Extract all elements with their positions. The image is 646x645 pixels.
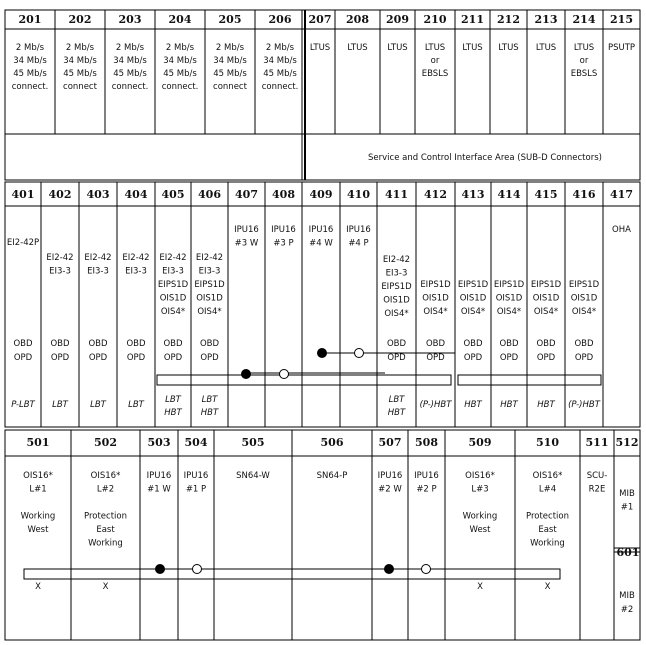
slot-414-module: EIPS1D: [493, 280, 525, 290]
slot-502-number: 502: [94, 436, 117, 449]
slot-405-module: EIPS1D: [157, 280, 189, 290]
slot-410-module: IPU16: [346, 225, 371, 235]
slot-409-module: IPU16: [308, 225, 334, 235]
ipu16-1w-working-dot: [156, 565, 165, 574]
slot-206-line: 34 Mb/s: [263, 56, 297, 66]
slot-415-port: OBD: [536, 339, 556, 349]
slot-415-port: OPD: [536, 353, 556, 363]
slot-404-tag: LBT: [128, 400, 144, 410]
slot-211-line: LTUS: [462, 43, 483, 53]
slot-414-port: OPD: [499, 353, 519, 363]
slot-411-number: 411: [385, 188, 408, 201]
slot-203-line: connect.: [111, 82, 149, 92]
slot-213-number: 213: [534, 13, 558, 26]
slot-202-line: 34 Mb/s: [63, 56, 97, 66]
slot-510-line: East: [538, 525, 557, 535]
slot-411-tag: LBT: [388, 395, 405, 405]
slot-210-line: LTUS: [424, 43, 446, 53]
slot-205-line: 34 Mb/s: [213, 56, 247, 66]
slot-210-line: or: [430, 56, 440, 66]
slot-214-number: 214: [572, 13, 596, 26]
slot-403-module: EI2-42: [84, 253, 112, 263]
service-area-label: Service and Control Interface Area (SUB-D Connectors): [368, 153, 602, 163]
slot-202-line: connect: [63, 82, 97, 92]
slot-416-module: EIPS1D: [568, 280, 600, 290]
slot-203-line: 2 Mb/s: [115, 43, 145, 53]
slot-412-number: 412: [424, 188, 447, 201]
slot-407-number: 407: [235, 188, 258, 201]
slot-410-number: 410: [347, 188, 370, 201]
slot-409-number: 409: [309, 188, 333, 201]
slot-413-module: OIS4*: [460, 307, 486, 317]
slot-411-module: EIPS1D: [381, 282, 412, 292]
slot-510-line: L#4: [538, 484, 557, 495]
slot-404-module: EI2-42: [122, 253, 150, 263]
slot-209-number: 209: [386, 13, 409, 26]
slot-416-port: OPD: [574, 353, 594, 363]
slot-408-module: #3 P: [273, 238, 294, 249]
slot-501-line: Working: [20, 511, 56, 522]
slot-509-mark: X: [477, 582, 483, 592]
slot-401-tag: P-LBT: [11, 400, 35, 410]
section-4xx-frame: [5, 182, 640, 427]
slot-403-number: 403: [86, 188, 110, 201]
slot-504-line: #1 P: [185, 484, 207, 495]
slot-416-number: 416: [572, 188, 596, 201]
slot-406-tag: LBT: [201, 395, 218, 405]
slot-203-line: 34 Mb/s: [113, 56, 147, 66]
slot-503-line: IPU16: [146, 471, 172, 481]
slot-411-module: OIS1D: [383, 295, 410, 306]
slot-202-line: 2 Mb/s: [65, 43, 95, 53]
slot-210-number: 210: [423, 13, 447, 26]
slot-414-module: OIS4*: [496, 307, 522, 317]
slot-413-port: OBD: [463, 339, 483, 349]
slot-511-line: SCU-: [586, 471, 608, 481]
slot-405-port: OBD: [163, 339, 183, 349]
slot-404-number: 404: [124, 188, 148, 201]
slot-502-mark: X: [102, 582, 109, 592]
slot-204-line: 34 Mb/s: [163, 56, 197, 66]
slot-212-line: LTUS: [498, 43, 519, 53]
slot-202-line: 45 Mb/s: [63, 69, 97, 79]
slot-417-module: OHA: [612, 225, 631, 235]
bus-bar-right: [458, 375, 601, 385]
slot-509-line: Working: [462, 511, 498, 522]
slot-511-number: 511: [585, 436, 609, 449]
slot-201-line: 2 Mb/s: [15, 43, 45, 53]
slot-404-port: OBD: [126, 339, 146, 349]
slot-502-line: Protection: [83, 511, 128, 522]
slot-502-line: OIS16*: [90, 471, 121, 481]
slot-415-module: EIPS1D: [530, 280, 562, 290]
slot-201-number: 201: [18, 13, 42, 26]
slot-210-line: EBSLS: [421, 69, 449, 79]
slot-407-module: #3 W: [234, 238, 259, 249]
slot-411-module: OIS4*: [384, 309, 409, 319]
slot-405-module: EI2-42: [159, 253, 187, 263]
slot-503-number: 503: [147, 436, 171, 449]
slot-412-module: OIS1D: [422, 293, 449, 304]
slot-510-number: 510: [536, 436, 559, 449]
slot-501-line: West: [27, 525, 49, 535]
slot-416-module: OIS4*: [571, 307, 597, 317]
slot-512-number: 512: [615, 436, 639, 449]
slot-414-module: OIS1D: [495, 293, 523, 304]
slot-409-module: #4 W: [309, 238, 333, 249]
slot-412-tag: (P-)HBT: [419, 400, 452, 410]
ipu16-4p-protection-dot: [355, 349, 364, 358]
slot-205-number: 205: [218, 13, 242, 26]
slot-416-tag: (P-)HBT: [568, 400, 600, 410]
slot-417-number: 417: [610, 188, 633, 201]
slot-203-number: 203: [118, 13, 142, 26]
slot-406-module: OIS1D: [196, 293, 223, 304]
slot-406-tag: HBT: [200, 408, 219, 418]
slot-414-tag: HBT: [500, 400, 518, 410]
slot-415-module: OIS4*: [533, 307, 559, 317]
slot-502-line: Working: [88, 538, 123, 549]
slot-201-line: 34 Mb/s: [13, 56, 47, 66]
slot-507-number: 507: [378, 436, 402, 449]
slot-415-module: OIS1D: [532, 293, 560, 304]
slot-408-number: 408: [272, 188, 295, 201]
slot-416-module: OIS1D: [570, 293, 598, 304]
slot-508-line: #2 P: [416, 484, 437, 495]
slot-402-tag: LBT: [52, 400, 68, 410]
slot-201-line: connect.: [11, 82, 49, 92]
slot-401-port: OPD: [13, 353, 33, 363]
slot-601-number: 601: [616, 546, 640, 559]
slot-406-port: OBD: [199, 339, 220, 349]
slot-405-tag: LBT: [165, 395, 181, 405]
slot-206-line: connect.: [261, 82, 299, 92]
slot-206-number: 206: [268, 13, 292, 26]
ipu16-1p-protection-dot: [193, 565, 202, 574]
slot-501-mark: X: [35, 582, 41, 592]
slot-509-number: 509: [468, 436, 492, 449]
slot-405-module: OIS1D: [159, 293, 187, 304]
slot-208-number: 208: [346, 13, 369, 26]
slot-504-number: 504: [184, 436, 208, 449]
slot-208-line: LTUS: [347, 43, 368, 53]
slot-511-line: R2E: [588, 484, 606, 495]
slot-508-line: IPU16: [414, 471, 439, 481]
slot-510-mark: X: [544, 582, 551, 592]
slot-214-line: LTUS: [573, 43, 595, 53]
slot-503-line: #1 W: [147, 484, 171, 495]
slot-401-module: EI2-42P: [6, 238, 40, 248]
slot-401-port: OBD: [13, 339, 33, 349]
slot-404-port: OPD: [126, 353, 146, 363]
slot-406-number: 406: [198, 188, 221, 201]
bus-bar-left: [157, 375, 451, 385]
ipu16-2p-protection-dot: [422, 565, 431, 574]
slot-402-port: OPD: [50, 353, 70, 363]
slot-415-tag: HBT: [537, 400, 555, 410]
ipu16-2w-working-dot: [385, 565, 394, 574]
slot-408-module: IPU16: [271, 225, 296, 235]
slot-401-number: 401: [11, 188, 35, 201]
slot-509-line: OIS16*: [465, 471, 495, 481]
slot-507-line: #2 W: [378, 484, 402, 495]
slot-413-number: 413: [461, 188, 485, 201]
slot-207-line: LTUS: [309, 43, 331, 53]
ipu16-4w-working-dot: [318, 349, 327, 358]
slot-501-line: OIS16*: [23, 471, 53, 481]
slot-215-line: PSUTP: [607, 43, 636, 53]
slot-412-port: OPD: [426, 353, 445, 363]
slot-403-port: OBD: [88, 339, 108, 349]
slot-204-line: connect.: [161, 82, 199, 92]
slot-403-module: EI3-3: [87, 266, 109, 277]
slot-412-port: OBD: [425, 339, 446, 349]
slot-510-line: OIS16*: [532, 471, 563, 481]
slot-205-line: 2 Mb/s: [215, 43, 245, 53]
slot-413-module: EIPS1D: [457, 280, 489, 290]
slot-404-module: EI3-3: [125, 266, 147, 277]
mib2-line: MIB: [619, 591, 635, 601]
slot-403-port: OPD: [88, 353, 108, 363]
mib2-line: #2: [620, 605, 634, 615]
slot-202-number: 202: [68, 13, 92, 26]
slot-212-number: 212: [497, 13, 520, 26]
slot-406-module: OIS4*: [197, 307, 222, 317]
slot-413-tag: HBT: [464, 400, 482, 410]
slot-413-module: OIS1D: [459, 293, 487, 304]
slot-205-line: 45 Mb/s: [213, 69, 247, 79]
slot-502-line: East: [96, 525, 115, 535]
slot-402-port: OBD: [50, 339, 70, 349]
slot-509-line: L#3: [471, 484, 489, 495]
slot-206-line: 2 Mb/s: [265, 43, 295, 53]
slot-416-port: OBD: [574, 339, 594, 349]
slot-512-line: #1: [620, 502, 634, 513]
slot-406-module: EI2-42: [195, 253, 224, 263]
slot-201-line: 45 Mb/s: [13, 69, 47, 79]
slot-406-module: EIPS1D: [194, 280, 225, 290]
slot-213-line: LTUS: [535, 43, 557, 53]
slot-402-module: EI3-3: [49, 266, 71, 277]
slot-414-number: 414: [497, 188, 521, 201]
slot-414-port: OBD: [499, 339, 519, 349]
slot-214-line: or: [579, 56, 589, 66]
slot-413-port: OPD: [463, 353, 483, 363]
slot-206-line: 45 Mb/s: [263, 69, 297, 79]
slot-204-number: 204: [168, 13, 192, 26]
slot-215-number: 215: [610, 13, 633, 26]
slot-508-number: 508: [415, 436, 438, 449]
slot-405-tag: HBT: [164, 408, 182, 418]
slot-411-module: EI2-42: [382, 255, 411, 265]
slot-214-line: EBSLS: [570, 69, 598, 79]
slot-411-port: OBD: [386, 339, 407, 349]
slot-507-line: IPU16: [377, 471, 403, 481]
slot-509-line: West: [469, 525, 491, 535]
slot-501-line: L#1: [29, 484, 47, 495]
slot-405-number: 405: [161, 188, 185, 201]
ipu16-3p-protection-dot: [280, 370, 289, 379]
slot-204-line: 2 Mb/s: [165, 43, 195, 53]
slot-405-port: OPD: [163, 353, 183, 363]
slot-411-module: EI3-3: [385, 268, 408, 279]
slot-411-tag: HBT: [387, 408, 406, 418]
slot-405-module: EI3-3: [162, 266, 184, 277]
slot-505-number: 505: [241, 436, 265, 449]
slot-406-port: OPD: [200, 353, 219, 363]
slot-405-module: OIS4*: [160, 307, 186, 317]
slot-411-port: OPD: [387, 353, 406, 363]
slot-410-module: #4 P: [348, 238, 369, 249]
section-5xx-frame: [5, 430, 640, 640]
slot-402-module: EI2-42: [46, 253, 74, 263]
slot-501-number: 501: [26, 436, 50, 449]
slot-406-module: EI3-3: [198, 266, 221, 277]
slot-505-line: SN64-W: [236, 471, 270, 481]
slot-211-number: 211: [461, 13, 484, 26]
slot-204-line: 45 Mb/s: [163, 69, 197, 79]
slot-512-line: MIB: [619, 489, 635, 499]
slot-402-number: 402: [48, 188, 72, 201]
slot-403-tag: LBT: [90, 400, 106, 410]
slot-510-line: Working: [530, 538, 565, 549]
slot-207-number: 207: [308, 13, 332, 26]
ipu16-3w-working-dot: [242, 370, 251, 379]
slot-205-line: connect: [213, 82, 247, 92]
slot-412-module: EIPS1D: [420, 280, 451, 290]
slot-412-module: OIS4*: [423, 307, 448, 317]
slot-203-line: 45 Mb/s: [113, 69, 147, 79]
slot-504-line: IPU16: [183, 471, 209, 481]
slot-506-number: 506: [320, 436, 344, 449]
slot-502-line: L#2: [96, 484, 115, 495]
slot-209-line: LTUS: [387, 43, 408, 53]
slot-510-line: Protection: [525, 511, 570, 522]
slot-506-line: SN64-P: [316, 471, 348, 481]
slot-415-number: 415: [534, 188, 558, 201]
slot-407-module: IPU16: [234, 225, 259, 235]
